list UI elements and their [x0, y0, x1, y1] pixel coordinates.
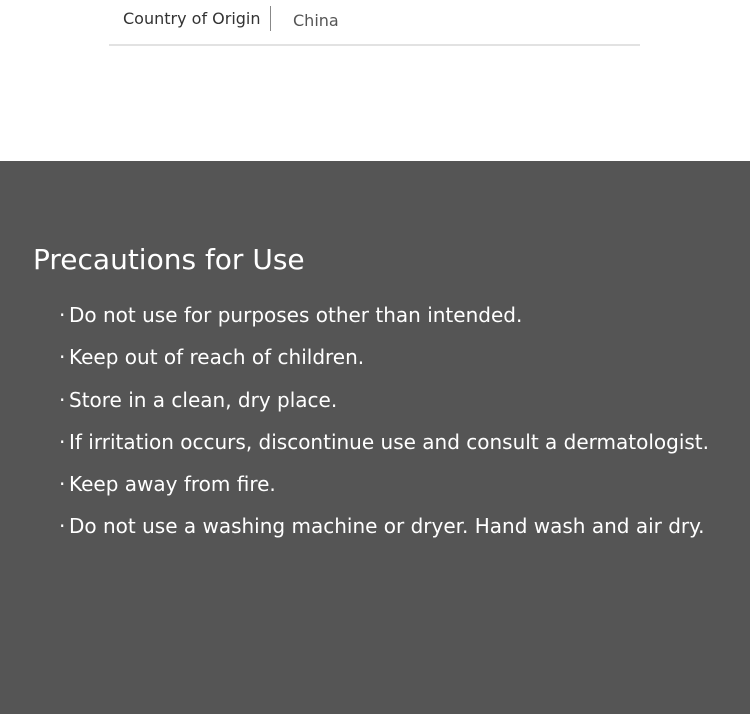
- spec-value: China: [293, 11, 339, 30]
- precaution-item: [59, 387, 709, 429]
- precaution-text: Do not use for purposes other than intended.: [69, 303, 523, 327]
- precaution-text: Keep away from fire.: [69, 472, 276, 497]
- bullet-icon: ·: [59, 387, 66, 412]
- precautions-list: [59, 302, 709, 556]
- precaution-item: [59, 344, 709, 386]
- spec-label: Country of Origin: [123, 9, 261, 28]
- precaution-item: [59, 471, 709, 513]
- precaution-item: [59, 513, 709, 555]
- spec-row-country-of-origin: [109, 0, 640, 46]
- precautions-section: [0, 161, 750, 714]
- precaution-text: Keep out of reach of children.: [69, 345, 365, 370]
- spec-divider: [270, 6, 271, 31]
- bullet-icon: ·: [59, 429, 66, 454]
- bullet-icon: ·: [59, 345, 66, 370]
- precautions-title: Precautions for Use: [33, 243, 305, 276]
- precaution-text: If irritation occurs, discontinue use and consult a dermatologist.: [69, 429, 709, 454]
- bullet-icon: ·: [59, 514, 66, 539]
- precaution-item: [59, 429, 709, 471]
- bullet-icon: ·: [59, 472, 66, 497]
- precaution-text: Do not use a washing machine or dryer. Hand wash and air dry.: [69, 514, 705, 539]
- product-spec-section: [0, 0, 750, 161]
- bullet-icon: ·: [59, 303, 66, 327]
- precaution-text: Store in a clean, dry place.: [69, 387, 338, 412]
- precaution-item: [59, 302, 709, 344]
